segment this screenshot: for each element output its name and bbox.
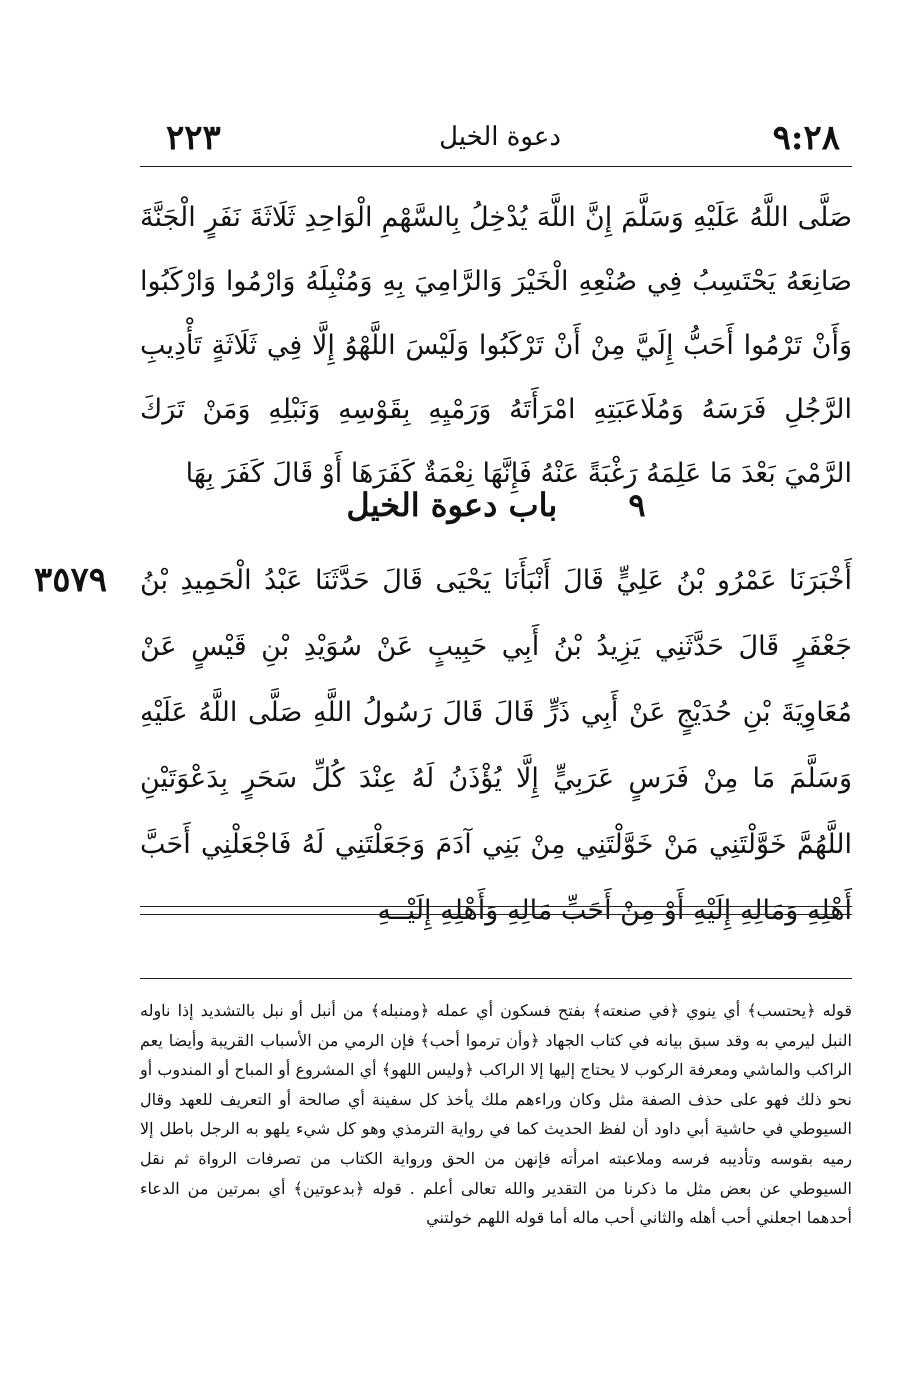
page-reference: ٩:٢٨ (772, 118, 840, 158)
separator-rule-top (140, 906, 852, 907)
footnote-block (140, 996, 852, 1233)
previous-hadith-text: صَلَّى اللَّهُ عَلَيْهِ وَسَلَّمَ إِنَّ اللَّهَ يُدْخِلُ بِالسَّهْمِ الْوَاحِدِ ثَلَاثَةَ نَفَرٍ الْجَنَّةَ صَانِعَهُ يَحْتَسِبُ فِي صُنْعِهِ الْخَيْرَ وَالرَّامِيَ بِهِ وَمُنْبِلَهُ وَارْمُوا وَارْكَبُوا وَأَنْ تَرْمُوا أَحَبُّ إِلَيَّ مِنْ أَنْ تَرْكَبُوا وَلَيْسَ اللَّهْوُ إِلَّا فِي ثَلَاثَةٍ تَأْدِيبِ الرَّجُلِ فَرَسَهُ وَمُلَاعَبَتِهِ امْرَأَتَهُ وَرَمْيِهِ بِقَوْسِهِ وَنَبْلِهِ وَمَنْ تَرَكَ الرَّمْيَ بَعْدَ مَا عَلِمَهُ رَغْبَةً عَنْهُ فَإِنَّهَا نِعْمَةٌ كَفَرَهَا أَوْ قَالَ كَفَرَ بِهَا (140, 202, 852, 489)
separator-rule-bottom (140, 914, 852, 915)
hadith-body (140, 548, 852, 944)
page-header (150, 112, 850, 162)
footnote-text: قوله ﴿يحتسب﴾ أي ينوي ﴿في صنعته﴾ بفتح فسكون أي عمله ﴿ومنبله﴾ من أنبل أو نبل بالتشديد إذا ناوله النبل ليرمي به وقد سبق بيانه في كتاب الجهاد ﴿وأن ترموا أحب﴾ فإن الرمي من الأسباب القريبة وأيضا يعم الراكب والماشي ومعرفة الركوب لا يحتاج إليها إلا الراكب ﴿وليس اللهو﴾ أي المشروع أو المباح أو المندوب أو نحو ذلك فهو على حذف الصفة مثل وكان وراءهم ملك يأخذ كل سفينة أي صالحة أو التعريف للعهد وقال السيوطي في حاشية أبي داود أن لفظ الحديث كما في رواية الترمذي وهو كل شيء يلهو به الرجل باطل إلا رميه بقوسه وتأديبه فرسه وملاعبته امرأته فإنهن من الحق ورواية الكتاب من تصرفات الرواة ثم نقل السيوطي عن بعض مثل ما ذكرنا من التقدير والله تعالى أعلم . قوله ﴿بدعوتين﴾ أي بمرتين من الدعاء أحدهما اجعلني أحب أهله والثاني أحب ماله أما قوله اللهم خولتني (140, 1001, 852, 1228)
footnote-rule (140, 978, 852, 979)
page-number: ٢٢٣ (166, 118, 221, 158)
hadith-text: أَخْبَرَنَا عَمْرُو بْنُ عَلِيٍّ قَالَ أَنْبَأَنَا يَحْيَى قَالَ حَدَّثَنَا عَبْدُ الْحَمِيدِ بْنُ جَعْفَرٍ قَالَ حَدَّثَنِي يَزِيدُ بْنُ أَبِي حَبِيبٍ عَنْ سُوَيْدِ بْنِ قَيْسٍ عَنْ مُعَاوِيَةَ بْنِ حُدَيْجٍ عَنْ أَبِي ذَرٍّ قَالَ قَالَ رَسُولُ اللَّهِ صَلَّى اللَّهُ عَلَيْهِ وَسَلَّمَ مَا مِنْ فَرَسٍ عَرَبِيٍّ إِلَّا يُؤْذَنُ لَهُ عِنْدَ كُلِّ سَحَرٍ بِدَعْوَتَيْنِ اللَّهُمَّ خَوَّلْتَنِي مَنْ خَوَّلْتَنِي مِنْ بَنِي آدَمَ وَجَعَلْتَنِي لَهُ فَاجْعَلْنِي أَحَبَّ أَهْلِهِ وَمَالِهِ إِلَيْهِ أَوْ مِنْ أَحَبِّ مَالِهِ وَأَهْلِهِ إِلَيْــهِ (140, 565, 852, 926)
chapter-number: ٩ (628, 486, 646, 524)
header-rule (140, 166, 852, 167)
chapter-heading (140, 486, 852, 524)
running-title: دعوة الخيل (439, 122, 561, 152)
previous-hadith-continuation (140, 186, 852, 506)
hadith-number: ٣٥٧٩ (34, 560, 108, 600)
chapter-title: باب دعوة الخيل (346, 486, 558, 524)
